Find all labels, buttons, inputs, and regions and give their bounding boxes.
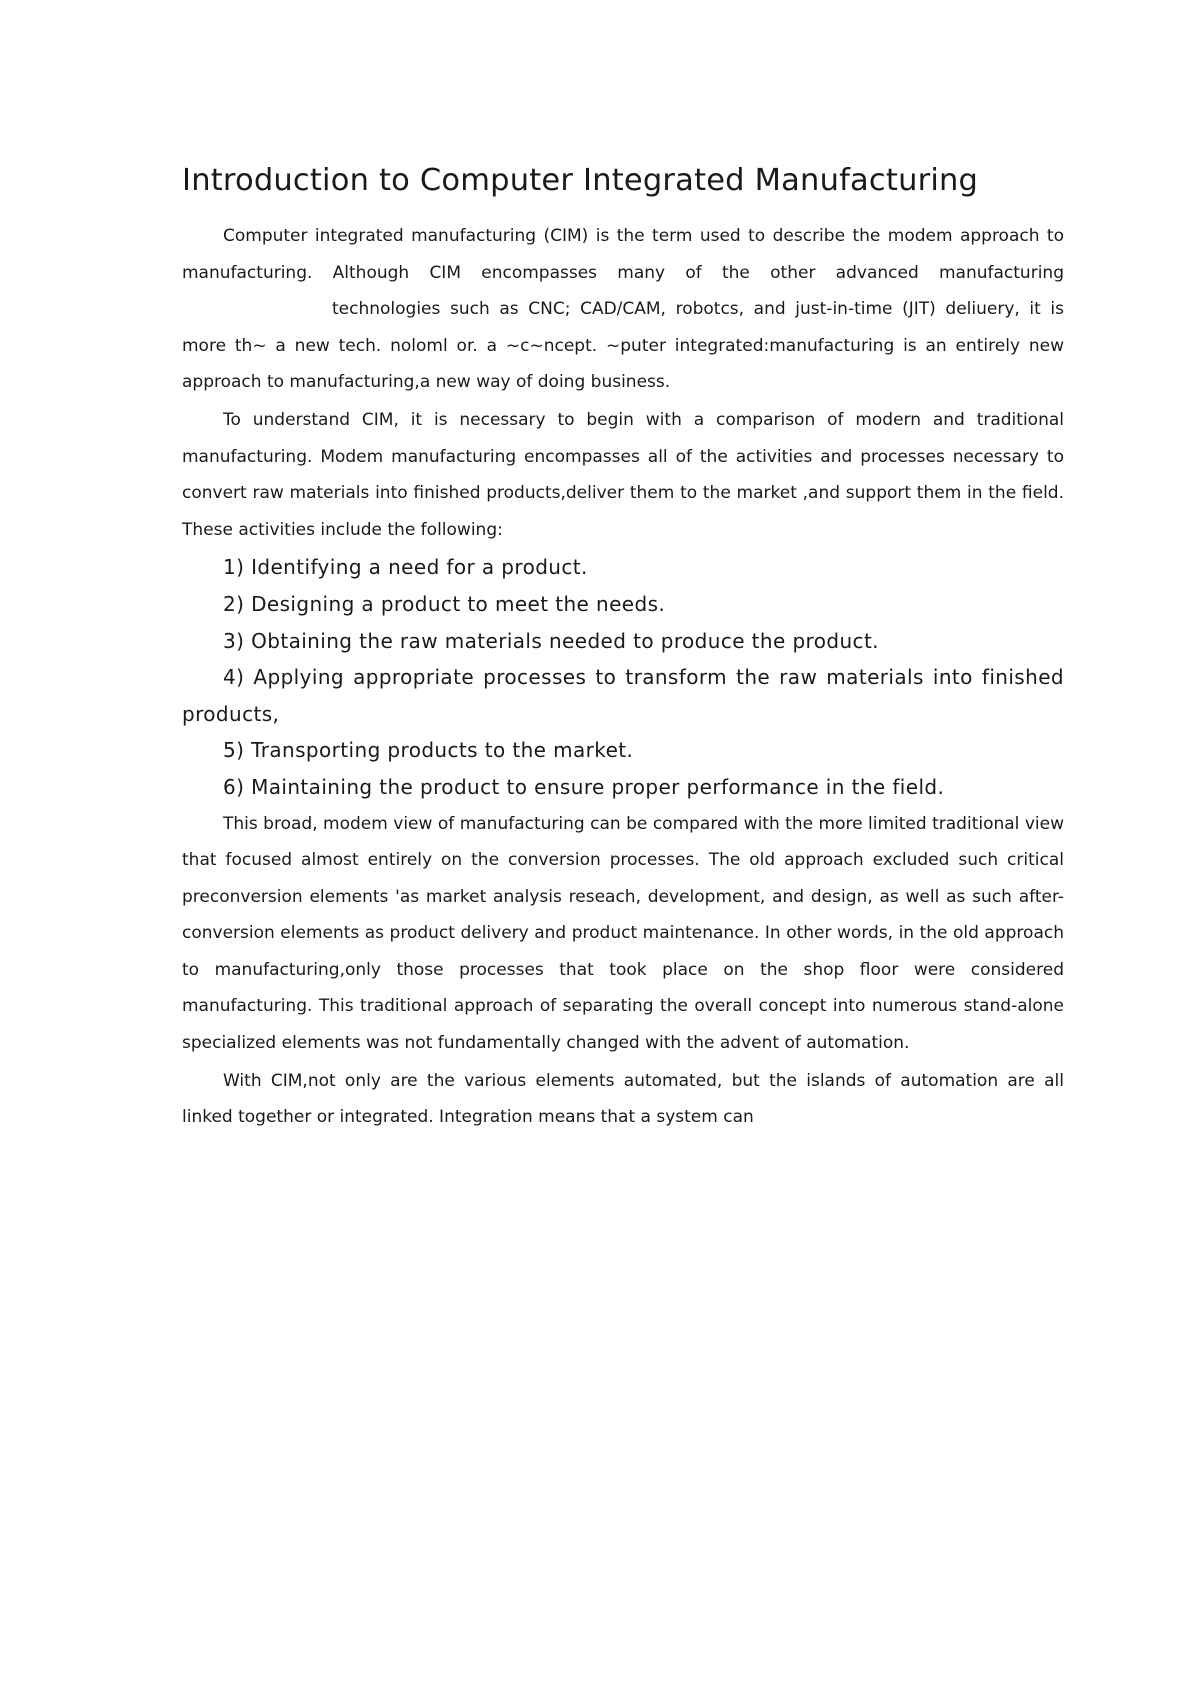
paragraph-cim-integration: With CIM,not only are the various elements automated, but the islands of automation are all linked together or integrated. Integration means that a system can (182, 1070, 1064, 1128)
list-item: 2) Designing a product to meet the needs. (223, 591, 666, 616)
paragraph-intro-part-b: technologies such as CNC; CAD/CAM, robotcs, and just-in-time (JIT) deliuery, it is more th~ a new tech. noloml or. a ~c~ncept. ~puter integrated:manufacturing is an entirely new approach to manufacturing,a new way of doing business. (182, 299, 1064, 393)
list-item: 5) Transporting products to the market. (223, 738, 634, 763)
paragraph-intro (182, 218, 1064, 401)
list-item: 1) Identifying a need for a product. (223, 555, 588, 580)
paragraph-intro-part-a: Computer integrated manufacturing (CIM) is the term used to describe the modem approach to manufacturing. Although CIM encompasses many of the other advanced manufacturing (182, 226, 1064, 283)
document-title: Introduction to Computer Integrated Manufacturing (182, 163, 979, 198)
paragraph-traditional-view: This broad, modem view of manufacturing can be compared with the more limited traditional view that focused almost entirely on the conversion processes. The old approach excluded such critical preconversion elements 'as market analysis reseach, development, and design, as well as such after-conversion elements as product delivery and product maintenance. In other words, in the old approach to manufacturing,only those processes that took place on the shop floor were considered manufacturing. This traditional approach of separating the overall concept into numerous stand-alone specialized elements was not fundamentally changed with the advent of automation. (182, 813, 1064, 1054)
paragraph-comparison: To understand CIM, it is necessary to begin with a comparison of modern and traditional manufacturing. Modem manufacturing encompasses all of the activities and processes necessary to convert raw materials into finished products,deliver them to the market ,and support them in the field. These activities include the following: (182, 409, 1064, 540)
document-body (182, 160, 1064, 1137)
list-item: 3) Obtaining the raw materials needed to produce the product. (223, 628, 879, 653)
list-item: 6) Maintaining the product to ensure proper performance in the field. (223, 774, 945, 799)
list-item: 4) Applying appropriate processes to transform the raw materials into finished products, (182, 665, 1064, 726)
